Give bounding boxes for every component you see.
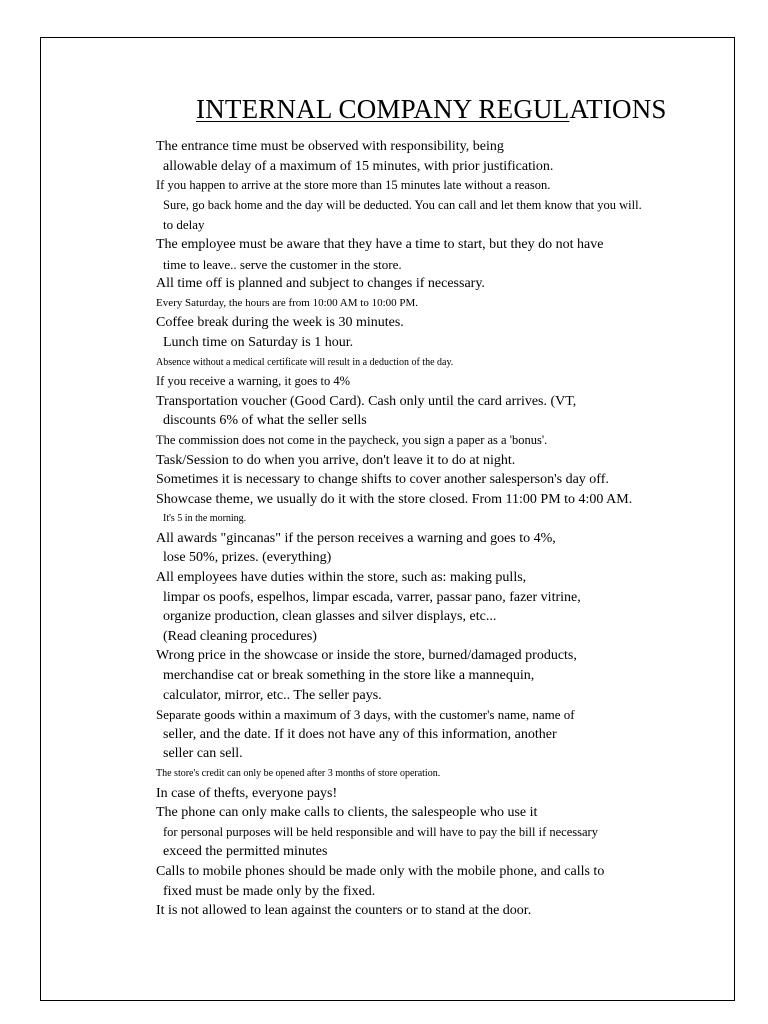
- list-item-text: (Read cleaning procedures): [163, 628, 317, 644]
- list-item-text: All awards "gincanas" if the person receives a warning and goes to 4%,: [156, 530, 556, 546]
- list-item-continuation: [142, 509, 732, 529]
- list-item-text: All time off is planned and subject to changes if necessary.: [156, 276, 485, 292]
- list-item-text: It's 5 in the morning.: [163, 513, 247, 525]
- list-item: [142, 392, 732, 412]
- list-item-continuation: [142, 196, 732, 216]
- list-item-text: Calls to mobile phones should be made only with the mobile phone, and calls to: [156, 863, 605, 879]
- list-item-text: It is not allowed to lean against the counters or to stand at the door.: [156, 903, 532, 919]
- list-item-continuation: [142, 548, 732, 568]
- list-item-continuation: [142, 823, 732, 843]
- list-item: [142, 313, 732, 333]
- list-item-text: Transportation voucher (Good Card). Cash only until the card arrives. (VT,: [156, 393, 577, 409]
- list-item-text: Showcase theme, we usually do it with the store closed. From 11:00 PM to 4:00 AM.: [156, 491, 633, 507]
- list-item: [142, 901, 732, 921]
- list-item: [142, 490, 732, 510]
- list-item-continuation: [142, 725, 732, 745]
- list-item-continuation: [142, 255, 732, 275]
- list-item: [142, 764, 732, 784]
- list-item: [142, 646, 732, 666]
- list-item-text: discounts 6% of what the seller sells: [163, 413, 367, 429]
- list-item: [142, 235, 732, 255]
- list-item-continuation: [142, 666, 732, 686]
- list-item-continuation: [142, 842, 732, 862]
- list-item-continuation: [142, 686, 732, 706]
- list-item: [142, 451, 732, 471]
- list-item-text: time to leave.. serve the customer in the store.: [163, 256, 402, 272]
- list-item-text: If you happen to arrive at the store more than 15 minutes late without a reason.: [156, 178, 551, 193]
- list-item-continuation: [142, 744, 732, 764]
- list-item: [142, 529, 732, 549]
- list-item-text: seller, and the date. If it does not have any of this information, another: [163, 726, 557, 742]
- list-item-text: If you receive a warning, it goes to 4%: [156, 374, 351, 389]
- list-item-text: merchandise cat or break something in the store like a mannequin,: [163, 668, 535, 684]
- list-item-continuation: [142, 588, 732, 608]
- list-item-text: lose 50%, prizes. (everything): [163, 550, 332, 566]
- title-rest: ATIONS: [569, 94, 667, 124]
- list-item-text: Every Saturday, the hours are from 10:00 AM to 10:00 PM.: [156, 296, 419, 309]
- list-item-text: exceed the permitted minutes: [163, 844, 328, 860]
- list-item: [142, 372, 732, 392]
- list-item-text: fixed must be made only by the fixed.: [163, 883, 376, 899]
- list-item: [142, 803, 732, 823]
- list-item-text: Lunch time on Saturday is 1 hour.: [163, 334, 354, 350]
- list-item-text: Separate goods within a maximum of 3 days, with the customer's name, name of: [156, 707, 575, 723]
- list-item-continuation: [142, 333, 732, 353]
- list-item-text: Sure, go back home and the day will be deducted. You can call and let them know that you will.: [163, 197, 642, 212]
- list-item: [142, 176, 732, 196]
- list-item-continuation: [142, 411, 732, 431]
- list-item-text: In case of thefts, everyone pays!: [156, 785, 338, 801]
- list-item-text: allowable delay of a maximum of 15 minutes, with prior justification.: [163, 158, 554, 174]
- list-item-text: organize production, clean glasses and silver displays, etc...: [163, 609, 497, 625]
- list-item: [142, 784, 732, 804]
- list-item-text: Absence without a medical certificate will result in a deduction of the day.: [156, 356, 454, 368]
- list-item-text: limpar os poofs, espelhos, limpar escada, varrer, passar pano, fazer vitrine,: [163, 589, 581, 605]
- list-item-text: seller can sell.: [163, 746, 243, 762]
- list-item: [142, 568, 732, 588]
- list-item-continuation: [142, 157, 732, 177]
- list-item-text: calculator, mirror, etc.. The seller pays.: [163, 687, 382, 703]
- list-item-text: The store's credit can only be opened after 3 months of store operation.: [156, 768, 441, 779]
- list-item-text: Task/Session to do when you arrive, don't leave it to do at night.: [156, 452, 516, 468]
- list-item-continuation: [142, 627, 732, 647]
- list-item-continuation: [142, 215, 732, 235]
- list-item-text: All employees have duties within the store, such as: making pulls,: [156, 570, 527, 586]
- list-item: [142, 137, 732, 157]
- regulations-list: [142, 137, 732, 921]
- list-item: [142, 705, 732, 725]
- title-underlined-part: INTERNAL COMPANY REGUL: [196, 94, 570, 124]
- list-item-text: Wrong price in the showcase or inside the store, burned/damaged products,: [156, 648, 577, 664]
- list-item: [142, 431, 732, 451]
- list-item-text: The phone can only make calls to clients, the salespeople who use it: [156, 805, 538, 821]
- list-item-text: The employee must be aware that they have a time to start, but they do not have: [156, 236, 604, 252]
- list-item: [142, 470, 732, 490]
- list-item-text: The commission does not come in the paycheck, you sign a paper as a 'bonus'.: [156, 432, 548, 447]
- list-item-continuation: [142, 607, 732, 627]
- list-item: [142, 862, 732, 882]
- list-item-text: Sometimes it is necessary to change shifts to cover another salesperson's day off.: [156, 472, 609, 488]
- list-item: [142, 294, 732, 314]
- list-item-continuation: [142, 882, 732, 902]
- list-item-text: to delay: [163, 217, 205, 233]
- list-item-text: The entrance time must be observed with responsibility, being: [156, 139, 504, 154]
- list-item: [142, 274, 732, 294]
- document-title: [196, 94, 667, 125]
- list-item: [142, 353, 732, 373]
- list-item-text: for personal purposes will be held responsible and will have to pay the bill if necessary: [163, 824, 598, 839]
- list-item-text: Coffee break during the week is 30 minutes.: [156, 315, 404, 331]
